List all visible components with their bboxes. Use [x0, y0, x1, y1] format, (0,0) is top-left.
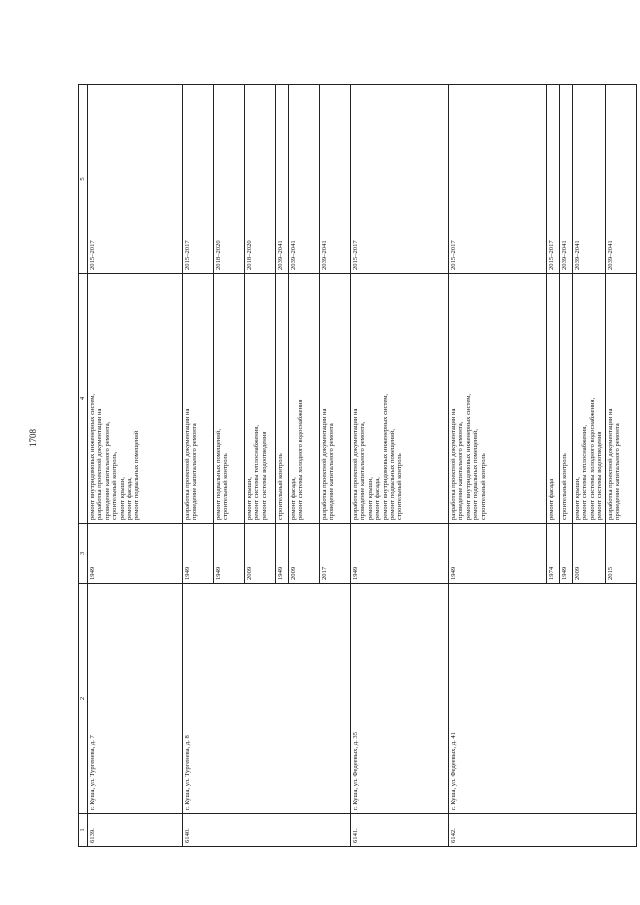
work-line: ремонт внутридомовых инженерных систем, — [381, 393, 389, 520]
work-line: разработка проектной документации на — [321, 408, 328, 520]
row-number: 6141. — [351, 814, 449, 847]
period-cell: 2015–2017 — [449, 85, 547, 274]
period-cell: 2039–2041 — [560, 85, 573, 274]
table-row — [351, 85, 449, 847]
header-col-2: 2 — [79, 584, 88, 814]
year-cell: 2015 — [605, 524, 636, 584]
work-line: строительный контроль — [396, 453, 404, 520]
rotated-table-container — [78, 85, 621, 847]
works-cell — [320, 274, 351, 524]
period-cell: 2015–2017 — [88, 85, 183, 274]
header-col-5: 5 — [79, 85, 88, 274]
works-cell — [289, 274, 320, 524]
work-line: ремонт крыши, — [246, 477, 253, 520]
period-cell: 2015–2017 — [547, 85, 560, 274]
year-cell: 1949 — [214, 524, 245, 584]
page-number: 1708 — [28, 429, 38, 447]
period-cell: 2039–2041 — [573, 85, 606, 274]
work-line: ремонт крыши, — [574, 477, 581, 520]
work-line: разработка проектной документации на — [606, 408, 614, 520]
period-cell: 2018–2020 — [214, 85, 245, 274]
work-line: ремонт крыши, — [118, 477, 126, 520]
work-line: ремонт подвальных помещений, — [388, 429, 396, 520]
works-cell — [560, 274, 573, 524]
year-cell: 1949 — [560, 524, 573, 584]
work-line: проведение капитального ремонта — [191, 423, 199, 520]
work-line: ремонт крыши, — [366, 477, 374, 520]
work-line: разработка проектной документации на — [96, 408, 104, 520]
year-cell: 2009 — [573, 524, 606, 584]
period-cell: 2039–2041 — [605, 85, 636, 274]
works-cell — [449, 274, 547, 524]
works-cell — [276, 274, 289, 524]
row-number: 6139. — [88, 814, 183, 847]
work-line: проведение капитального ремонта, — [359, 421, 367, 520]
header-col-4: 4 — [79, 274, 88, 524]
work-line: ремонт внутридомовых инженерных систем, — [89, 393, 96, 520]
works-cell — [214, 274, 245, 524]
period-cell: 2039–2041 — [276, 85, 289, 274]
address-cell: г. Куша, ул. Федеевых, д. 41 — [449, 584, 637, 814]
work-line: проведение капитального ремонта — [613, 423, 621, 520]
work-line: ремонт системы водоотведения — [260, 431, 268, 520]
year-cell: 1949 — [449, 524, 547, 584]
table-row — [183, 85, 214, 847]
work-line: разработка проектной документации на — [450, 408, 457, 520]
row-number: 6142. — [449, 814, 637, 847]
works-cell — [605, 274, 636, 524]
works-cell — [573, 274, 606, 524]
work-line: ремонт внутридомовых инженерных систем, — [464, 393, 472, 520]
work-line: ремонт подвальных помещений, — [472, 429, 480, 520]
works-cell — [351, 274, 449, 524]
work-line: разработка проектной документации на — [184, 408, 191, 520]
work-line: проведение капитального ремонта, — [103, 421, 111, 520]
address-cell: г. Куша, ул. Тургенева, д. 7 — [88, 584, 183, 814]
work-line: строительный контроль, — [111, 451, 119, 520]
work-line: строительный контроль — [479, 453, 487, 520]
work-line: ремонт системы холодного водоснабжения — [297, 399, 305, 520]
header-col-1: 1 — [79, 814, 88, 847]
year-cell: 1949 — [276, 524, 289, 584]
work-line: ремонт фасада, — [125, 477, 133, 520]
period-cell: 2015–2017 — [183, 85, 214, 274]
work-line: ремонт системы теплоснабжения, — [253, 425, 261, 520]
address-cell: г. Куша, ул. Тургенева, д. 8 — [183, 584, 351, 814]
address-cell: г. Куша, ул. Федеевых, д. 35 — [351, 584, 449, 814]
year-cell: 2009 — [289, 524, 320, 584]
work-line: ремонт подвальных помещений, — [215, 429, 222, 520]
work-line: строительный контроль — [277, 453, 284, 520]
table-row — [449, 85, 547, 847]
period-cell: 2018–2020 — [245, 85, 276, 274]
table-row — [88, 85, 183, 847]
works-cell — [245, 274, 276, 524]
header-row — [79, 85, 88, 847]
period-cell: 2015–2017 — [351, 85, 449, 274]
works-cell — [547, 274, 560, 524]
year-cell: 1949 — [183, 524, 214, 584]
work-line: ремонт фасада — [548, 478, 555, 520]
work-line: разработка проектной документации на — [352, 408, 359, 520]
work-line: ремонт системы водоотведения — [596, 431, 604, 520]
work-line: строительный контроль — [561, 453, 568, 520]
works-cell — [183, 274, 214, 524]
header-col-3: 3 — [79, 524, 88, 584]
work-line: проведение капитального ремонта — [328, 423, 336, 520]
year-cell: 2009 — [245, 524, 276, 584]
period-cell: 2039–2041 — [289, 85, 320, 274]
repair-schedule-table — [78, 84, 637, 847]
work-line: ремонт фасада, — [290, 477, 297, 520]
work-line: ремонт подвальных помещений — [133, 430, 141, 520]
work-line: ремонт фасада, — [374, 477, 382, 520]
work-line: ремонт системы холодного водоснабжения, — [588, 397, 596, 520]
row-number: 6140. — [183, 814, 351, 847]
work-line: ремонт системы теплоснабжения, — [581, 425, 589, 520]
work-line: проведение капитального ремонта, — [457, 421, 465, 520]
period-cell: 2039–2041 — [320, 85, 351, 274]
year-cell: 1974 — [547, 524, 560, 584]
year-cell: 1949 — [351, 524, 449, 584]
work-line: строительный контроль — [222, 453, 230, 520]
year-cell: 2017 — [320, 524, 351, 584]
year-cell: 1949 — [88, 524, 183, 584]
works-cell — [88, 274, 183, 524]
